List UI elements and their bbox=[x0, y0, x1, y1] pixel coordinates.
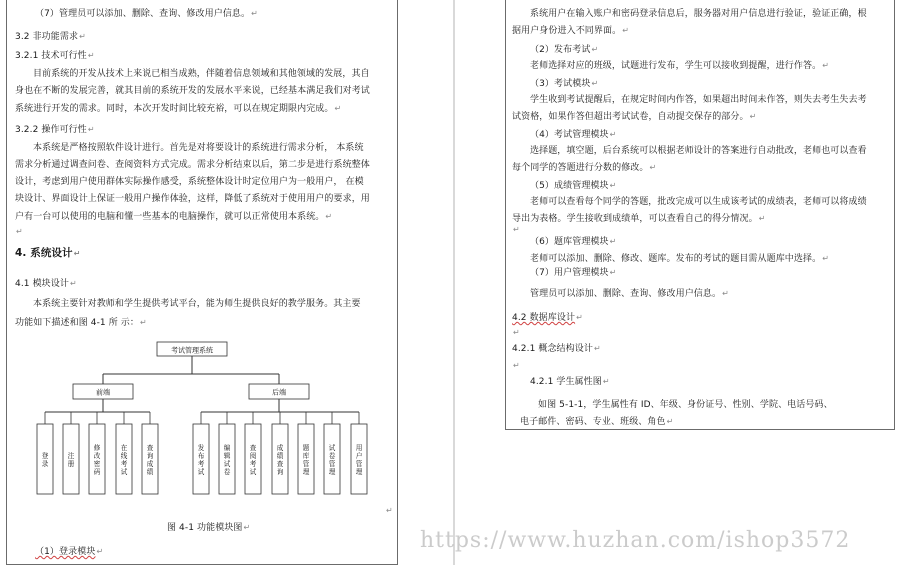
subsection-heading: 3.2.1 技术可行性↵ bbox=[15, 51, 95, 61]
diagram-leaf-char: 登 bbox=[41, 452, 49, 460]
diagram-leaf-char: 线 bbox=[120, 452, 128, 460]
diagram-group-label: 后端 bbox=[272, 388, 286, 397]
diagram-leaf-char: 询 bbox=[276, 468, 284, 476]
text-line: 老师选择对应的班级，试题进行发布，学生可以接收到提醒，进行作答。↵ bbox=[530, 61, 830, 71]
subsection-heading: 3.2.2 操作可行性↵ bbox=[15, 125, 95, 135]
diagram-leaf-char: 编 bbox=[223, 444, 231, 452]
page-separator bbox=[453, 0, 455, 565]
text-line: 导出为表格。学生接收到成绩单，可以查看自己的得分情况。↵ bbox=[512, 214, 766, 224]
document-page-right bbox=[505, 0, 895, 430]
text-line: （1）登录模块↵ bbox=[35, 547, 104, 557]
text-line: 老师可以查看每个同学的答题，批改完成可以生成该考试的成绩表，老师可以将成绩 bbox=[530, 197, 867, 207]
diagram-leaf-char: 查 bbox=[249, 444, 257, 452]
diagram-group-label: 前端 bbox=[96, 388, 110, 397]
text-line: 学生收到考试提醒后，在规定时间内作答，如果超出时间未作答，则失去考生失去考 bbox=[530, 95, 867, 105]
watermark: https://www.huzhan.com/ishop3572 bbox=[420, 528, 851, 553]
text-line: 块设计、界面设计上保证一般用户操作体验，这样，降低了系统对于使用用户的要求，用 bbox=[15, 194, 370, 204]
diagram-leaf-char: 库 bbox=[302, 452, 310, 460]
list-heading: （5）成绩管理模块↵ bbox=[530, 181, 617, 191]
diagram-leaf-char: 查 bbox=[146, 444, 154, 452]
list-heading: （6）题库管理模块↵ bbox=[530, 237, 617, 247]
diagram-leaf-char: 理 bbox=[302, 468, 310, 476]
text-line: 如图 5-1-1，学生属性有 ID、年级、身份证号、性别、学院、电话号码、 bbox=[538, 400, 833, 410]
diagram-leaf-char: 卷 bbox=[223, 468, 231, 476]
pilcrow: ↵ bbox=[386, 506, 393, 515]
list-heading: （2）发布考试↵ bbox=[530, 45, 599, 55]
diagram-leaf-char: 卷 bbox=[328, 452, 336, 460]
diagram-leaf-char: 成 bbox=[146, 460, 154, 468]
diagram-root-label: 考试管理系统 bbox=[171, 346, 213, 355]
diagram-leaf-char: 查 bbox=[276, 460, 284, 468]
list-heading: （4）考试管理模块↵ bbox=[530, 130, 617, 140]
text-line: 据用户身份进入不同界面。↵ bbox=[512, 26, 630, 36]
diagram-leaf-char: 管 bbox=[328, 460, 336, 468]
text-line: 目前系统的开发从技术上来说已相当成熟，伴随着信息领域和其他领域的发展，其自 bbox=[33, 69, 370, 79]
diagram-leaf-char: 录 bbox=[41, 460, 49, 468]
text-line: 系统进行开发的需求。同时，本次开发时间比较充裕，可以在规定期限内完成。↵ bbox=[15, 104, 342, 114]
diagram-leaf-char: 辑 bbox=[223, 452, 231, 460]
diagram-leaf-char: 阅 bbox=[249, 452, 257, 460]
diagram-leaf-char: 修 bbox=[93, 444, 101, 452]
text-line: 身也在不断的发展完善，就其目前的系统开发的发展水平来说，已经基本满足我们对考试 bbox=[15, 86, 370, 96]
diagram-leaf-char: 理 bbox=[355, 468, 363, 476]
text-line: 选择题，填空题，后台系统可以根据老师设计的答案进行自动批改，老师也可以查看 bbox=[530, 146, 867, 156]
pilcrow: ↵ bbox=[16, 227, 23, 236]
diagram-leaf-char: 考 bbox=[120, 460, 128, 468]
diagram-leaf-char: 考 bbox=[249, 460, 257, 468]
document-page-left bbox=[6, 0, 398, 565]
figure-caption: 图 4-1 功能模块图↵ bbox=[167, 523, 251, 533]
diagram-leaf-char: 理 bbox=[328, 468, 336, 476]
diagram-leaf-char: 题 bbox=[302, 444, 310, 452]
diagram-leaf-char: 试 bbox=[328, 444, 336, 452]
section-heading: 4.1 模块设计↵ bbox=[15, 279, 77, 289]
pilcrow: ↵ bbox=[513, 361, 520, 370]
text-line: 每个同学的答题进行分数的修改。↵ bbox=[512, 163, 657, 173]
list-heading: （3）考试模块↵ bbox=[530, 79, 599, 89]
diagram-leaf-char: 用 bbox=[355, 444, 363, 452]
diagram-leaf-char: 管 bbox=[302, 460, 310, 468]
list-heading: （7）用户管理模块↵ bbox=[530, 268, 617, 278]
diagram-leaf-char: 注 bbox=[67, 452, 75, 460]
section-heading: 4.2 数据库设计↵ bbox=[512, 313, 583, 323]
chapter-heading: 4. 系统设计↵ bbox=[15, 247, 81, 259]
text-line: （7）管理员可以添加、删除、查询、修改用户信息。↵ bbox=[35, 9, 258, 19]
text-line: 功能如下描述和图 4-1 所 示：↵ bbox=[15, 318, 147, 328]
function-module-diagram bbox=[7, 334, 398, 524]
diagram-leaf-char: 管 bbox=[355, 460, 363, 468]
diagram-leaf-char: 成 bbox=[276, 444, 284, 452]
diagram-leaf-char: 试 bbox=[223, 460, 231, 468]
diagram-leaf-char: 在 bbox=[120, 444, 128, 452]
text-line: 设计，考虑到用户使用群体实际操作感受，系统整体设计时定位用户为一般用户， 在模 bbox=[15, 177, 364, 187]
pilcrow: ↵ bbox=[513, 328, 520, 337]
text-line: 需求分析通过调查问卷、查阅资料方式完成。需求分析结束以后，第二步是进行系统整体 bbox=[15, 160, 370, 170]
subsection-heading: 4.2.1 概念结构设计↵ bbox=[512, 344, 601, 354]
diagram-leaf-char: 试 bbox=[120, 468, 128, 476]
diagram-leaf-char: 码 bbox=[93, 468, 101, 476]
diagram-leaf-char: 试 bbox=[197, 468, 205, 476]
diagram-leaf-char: 考 bbox=[197, 460, 205, 468]
diagram-leaf-char: 发 bbox=[197, 444, 205, 452]
figure-heading: 4.2.1 学生属性图↵ bbox=[530, 377, 610, 387]
diagram-leaf-char: 册 bbox=[67, 460, 75, 468]
text-line: 系统用户在输入账户和密码登录信息后，服务器对用户信息进行验证，验证正确，根 bbox=[530, 9, 867, 19]
text-line: 户有一台可以使用的电脑和懂一些基本的电脑操作，就可以正常使用本系统。↵ bbox=[15, 212, 333, 222]
diagram-leaf-char: 改 bbox=[93, 452, 101, 460]
diagram-leaf-char: 布 bbox=[197, 452, 205, 460]
text-line: 本系统主要针对教师和学生提供考试平台，能为师生提供良好的教学服务。其主要 bbox=[33, 299, 361, 309]
text-line: 老师可以添加、删除、修改、题库。发布的考试的题目需从题库中选择。↵ bbox=[530, 254, 830, 264]
text-line: 电子邮件、密码、专业、班级、角色↵ bbox=[520, 417, 674, 427]
diagram-leaf-char: 绩 bbox=[146, 468, 154, 476]
diagram-leaf-char: 密 bbox=[93, 460, 101, 468]
text-line: 本系统是严格按照软件设计进行。首先是对将要设计的系统进行需求分析， 本系统 bbox=[33, 143, 364, 153]
diagram-leaf-char: 绩 bbox=[276, 452, 284, 460]
text-line: 试资格，如果作答但超出考试试卷，自动提交保存的部分。↵ bbox=[512, 112, 757, 122]
pilcrow: ↵ bbox=[513, 225, 520, 234]
diagram-leaf-char: 户 bbox=[355, 452, 363, 460]
section-heading: 3.2 非功能需求↵ bbox=[15, 32, 86, 42]
text-line: 管理员可以添加、删除、查询、修改用户信息。↵ bbox=[530, 289, 729, 299]
diagram-leaf-char: 试 bbox=[249, 468, 257, 476]
diagram-leaf-char: 询 bbox=[146, 452, 154, 460]
